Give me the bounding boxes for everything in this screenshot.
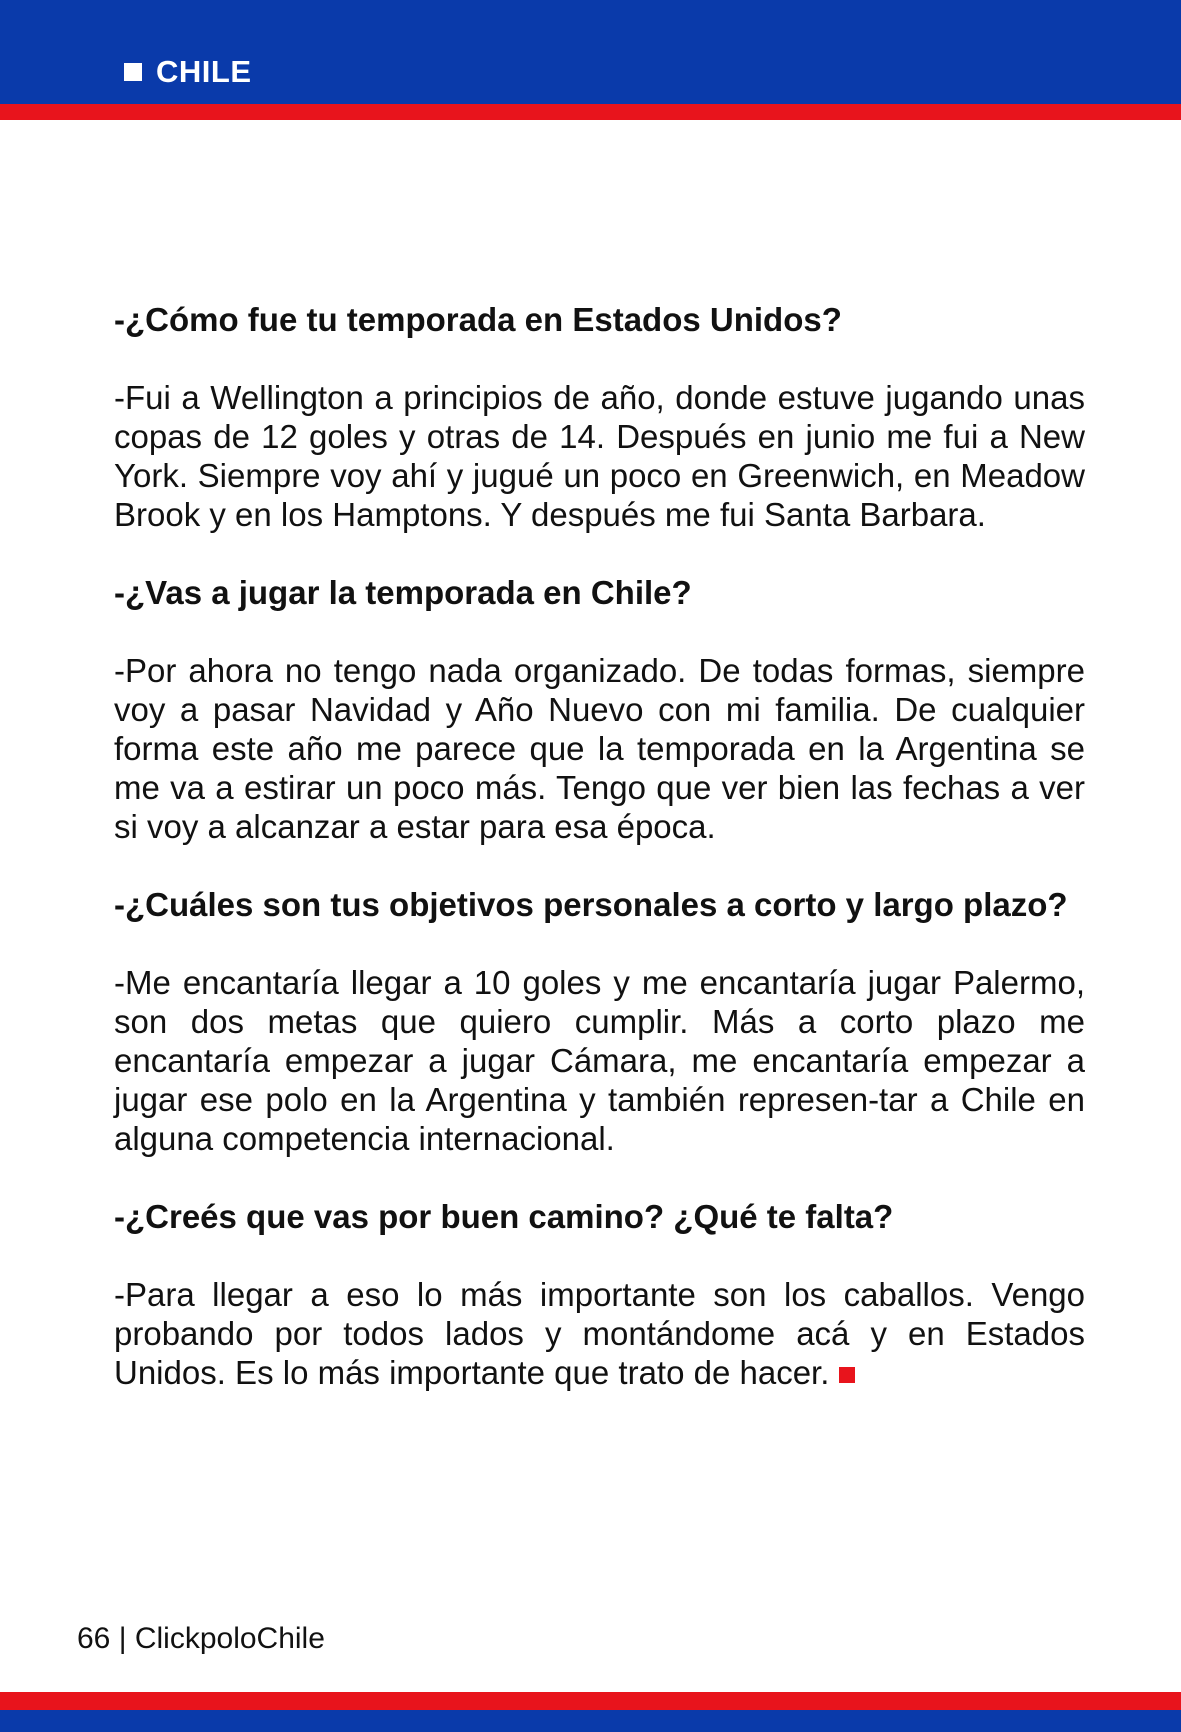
question-3: -¿Cuáles son tus objetivos personales a corto y largo plazo? — [114, 886, 1068, 923]
question-1: -¿Cómo fue tu temporada en Estados Unidos? — [114, 301, 842, 338]
answer-4-text: -Para llegar a eso lo más importante son los caballos. Vengo probando por todos lados y montándome acá y en Estados Unidos. Es lo más importante que trato de hacer. — [114, 1276, 1085, 1391]
header-stripe — [0, 104, 1181, 120]
question-4: -¿Creés que vas por buen camino? ¿Qué te falta? — [114, 1198, 894, 1235]
page-footer: 66 | ClickpoloChile — [77, 1622, 325, 1655]
section-title: CHILE — [156, 54, 252, 89]
answer-3: -Me encantaría llegar a 10 goles y me encantaría jugar Palermo, son dos metas que quiero cumplir. Más a corto plazo me encantaría empezar a jugar Cámara, me encantaría empezar a jugar ese polo en la Argentina y también represen-tar a Chile en alguna competencia internacional. — [114, 964, 1085, 1157]
section-tag — [124, 52, 252, 92]
answer-4 — [114, 1275, 1085, 1392]
footer-band — [0, 1710, 1181, 1732]
answer-1: -Fui a Wellington a principios de año, donde estuve jugando unas copas de 12 goles y otras de 14. Después en junio me fui a New York. Siempre voy ahí y jugué un poco en Greenwich, en Meadow Brook y en los Hamptons. Y después me fui Santa Barbara. — [114, 379, 1085, 533]
end-square-icon — [839, 1367, 855, 1383]
footer-stripe — [0, 1692, 1181, 1710]
question-2: -¿Vas a jugar la temporada en Chile? — [114, 574, 692, 611]
square-bullet-icon — [124, 63, 142, 81]
interview-article — [114, 300, 1085, 1431]
answer-2: -Por ahora no tengo nada organizado. De todas formas, siempre voy a pasar Navidad y Año Nuevo con mi familia. De cualquier forma este año me parece que la temporada en la Argentina se me va a estirar un poco más. Tengo que ver bien las fechas a ver si voy a alcanzar a estar para esa época. — [114, 652, 1085, 845]
